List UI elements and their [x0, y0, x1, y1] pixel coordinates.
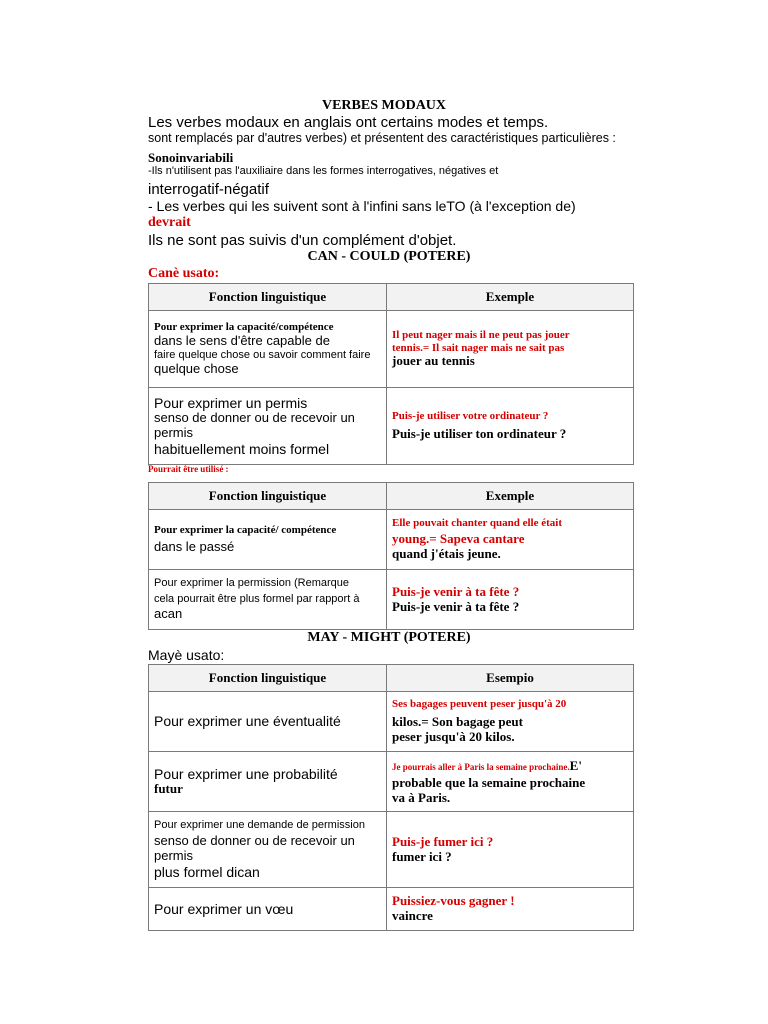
cell-text: Puis-je venir à ta fête ?	[392, 583, 520, 599]
table-row	[149, 570, 634, 630]
cell-text: Puissiez-vous gagner !	[392, 893, 515, 909]
cell-text: senso de donner ou de recevoir un	[154, 833, 355, 849]
table-header-row	[149, 665, 634, 692]
cell-fonction	[149, 388, 387, 465]
cell-text: Puis-je utiliser votre ordinateur ?	[392, 410, 549, 423]
table-row	[149, 311, 634, 388]
cell-text: plus formel dican	[154, 864, 260, 881]
cell-text: cela pourrait être plus formel par rapport à	[154, 592, 360, 605]
cell-text: Puis-je venir à ta fête ?	[392, 598, 520, 614]
cell-text: E'	[569, 758, 582, 774]
intro-line-3: Sonoinvariabili	[148, 150, 234, 165]
cell-text: Pour exprimer la permission (Remarque	[154, 576, 350, 589]
table-header-row	[149, 284, 634, 311]
cell-text: faire quelque chose ou savoir comment faire	[154, 349, 371, 361]
cell-text: Pour exprimer la capacité/compétence	[154, 321, 334, 334]
cell-text: quand j'étais jeune.	[392, 546, 501, 562]
table-row	[149, 752, 634, 812]
cell-text: va à Paris.	[392, 789, 451, 805]
cell-text: acan	[154, 606, 183, 622]
cell-text: peser jusqu'à 20 kilos.	[392, 728, 515, 744]
cell-text: permis	[154, 848, 194, 864]
cell-text: Elle pouvait chanter quand elle était	[392, 516, 562, 529]
section-label-may: Mayè usato:	[148, 647, 225, 663]
intro-line-7: devrait	[148, 215, 191, 230]
cell-exemple	[387, 570, 634, 630]
cell-fonction	[149, 692, 387, 752]
table-could	[148, 482, 634, 630]
table-may	[148, 664, 634, 931]
cell-fonction	[149, 888, 387, 931]
cell-fonction	[149, 311, 387, 388]
header-fonction: Fonction linguistique	[149, 284, 387, 311]
intro-line-5: interrogatif-négatif	[148, 181, 269, 198]
cell-exemple	[387, 888, 634, 931]
table-row	[149, 692, 634, 752]
cell-text: fumer ici ?	[392, 848, 452, 864]
header-esempio: Esempio	[387, 665, 634, 692]
header-exemple: Exemple	[387, 284, 634, 311]
cell-fonction	[149, 510, 387, 570]
cell-text: permis	[154, 425, 194, 440]
section-heading-can: CAN - COULD (POTERE)	[307, 249, 471, 264]
cell-text: senso de donner ou de recevoir un	[154, 410, 355, 426]
cell-text: Pour exprimer une éventualité	[154, 713, 341, 730]
cell-fonction	[149, 752, 387, 812]
cell-fonction	[149, 812, 387, 888]
cell-exemple	[387, 812, 634, 888]
cell-text: vaincre	[392, 908, 433, 923]
cell-exemple	[387, 692, 634, 752]
section-label-can: Canè usato:	[148, 266, 220, 281]
cell-fonction	[149, 570, 387, 630]
section-heading-may: MAY - MIGHT (POTERE)	[307, 630, 471, 645]
cell-exemple	[387, 752, 634, 812]
cell-text: young.= Sapeva cantare	[392, 531, 525, 547]
intro-line-1: Les verbes modaux en anglais ont certains modes et temps.	[148, 114, 549, 131]
cell-text: dans le passé	[154, 538, 235, 554]
cell-line	[392, 757, 628, 775]
cell-text: Pour exprimer une probabilité	[154, 765, 338, 782]
cell-text: Ses bagages peuvent peser jusqu'à 20	[392, 698, 567, 711]
header-fonction: Fonction linguistique	[149, 483, 387, 510]
cell-text: Pour exprimer un permis	[154, 394, 308, 411]
cell-text: futur	[154, 781, 183, 797]
cell-text: kilos.= Son bagage peut	[392, 713, 523, 729]
cell-text: quelque chose	[154, 360, 239, 376]
cell-text: probable que la semaine prochaine	[392, 774, 586, 790]
intro-line-6: - Les verbes qui les suivent sont à l'infini sans leTO (à l'exception de)	[148, 198, 576, 214]
intro-line-2: sont remplacés par d'autres verbes) et présentent des caractéristiques particulières :	[148, 131, 616, 145]
intro-line-4: -Ils n'utilisent pas l'auxiliaire dans les formes interrogatives, négatives et	[148, 165, 499, 177]
cell-text: dans le sens d'être capable de	[154, 333, 330, 349]
cell-text: habituellement moins formel	[154, 440, 330, 457]
header-fonction: Fonction linguistique	[149, 665, 387, 692]
cell-text: Pour exprimer la capacité/ compétence	[154, 524, 337, 537]
cell-text: Il peut nager mais il ne peut pas jouer	[392, 328, 570, 341]
cell-exemple	[387, 311, 634, 388]
intro-line-8: Ils ne sont pas suivis d'un complément d'objet.	[148, 232, 457, 249]
cell-text: Pour exprimer une demande de permission	[154, 818, 365, 831]
table-row	[149, 510, 634, 570]
cell-text: Puis-je fumer ici ?	[392, 833, 494, 849]
header-exemple: Exemple	[387, 483, 634, 510]
table-row	[149, 812, 634, 888]
cell-text: Je pourrais aller à Paris la semaine prochaine.	[392, 762, 570, 773]
table-row	[149, 388, 634, 465]
page-title: VERBES MODAUX	[321, 98, 447, 113]
cell-exemple	[387, 510, 634, 570]
section-label-could: Pourrait être utilisé :	[148, 464, 229, 474]
cell-text: tennis.= Il sait nager mais ne sait pas	[392, 341, 565, 354]
cell-text: Puis-je utiliser ton ordinateur ?	[392, 425, 567, 441]
table-row	[149, 888, 634, 931]
table-can	[148, 283, 634, 465]
cell-exemple	[387, 388, 634, 465]
table-header-row	[149, 483, 634, 510]
cell-text: jouer au tennis	[392, 353, 475, 369]
cell-text: Pour exprimer un vœu	[154, 900, 294, 917]
